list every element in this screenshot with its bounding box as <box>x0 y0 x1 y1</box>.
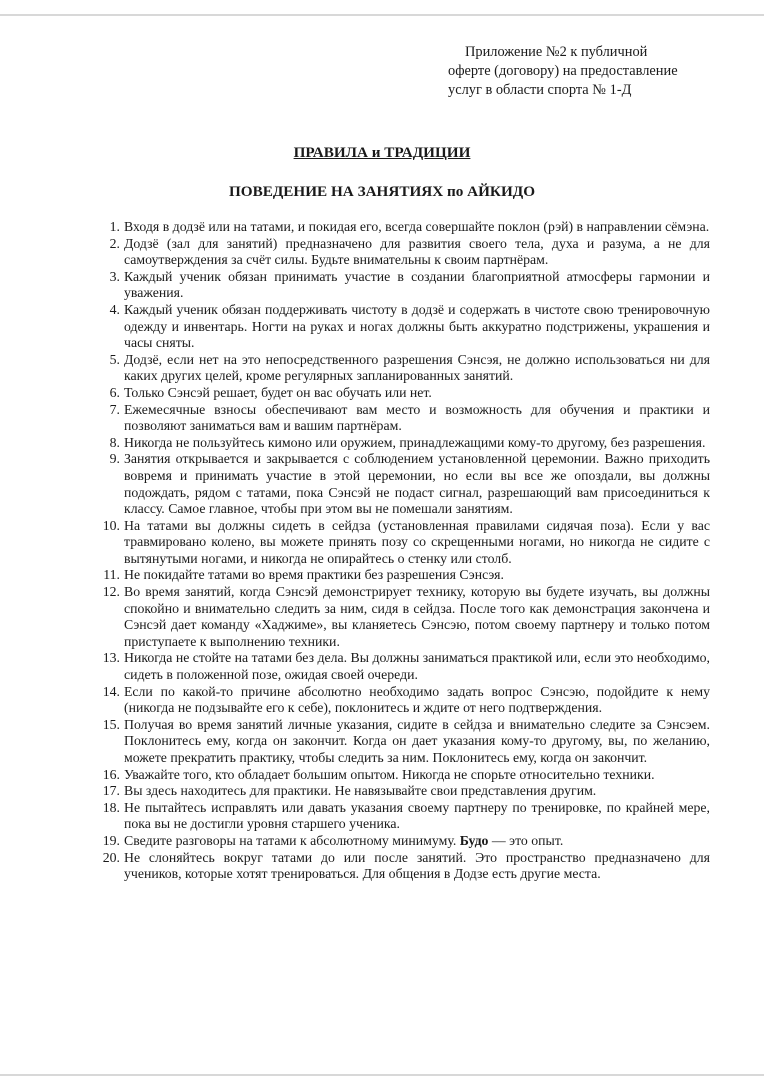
scan-edge-bottom <box>0 1074 764 1076</box>
rule-number: 12. <box>102 584 120 600</box>
document-subtitle: ПОВЕДЕНИЕ НА ЗАНЯТИЯХ по АЙКИДО <box>228 183 536 200</box>
rule-number: 15. <box>102 716 120 732</box>
rule-number: 2. <box>109 235 120 251</box>
rule-number: 19. <box>102 832 120 848</box>
rule-number: 1. <box>109 219 120 234</box>
rule-item <box>109 268 710 302</box>
appendix-note <box>448 43 748 100</box>
rule-number: 13. <box>102 650 120 666</box>
rule-text: Не покидайте татами во время практики без разрешения Сэнсэя. <box>124 567 504 583</box>
rule-text: Только Сэнсэй решает, будет он вас обучать или нет. <box>124 384 432 400</box>
rule-item <box>109 401 710 435</box>
rule-number: 10. <box>102 517 120 533</box>
rule-item <box>102 849 710 883</box>
rule-item <box>102 650 710 683</box>
rule-text: Входя в додзё или на татами, и покидая его, всегда совершайте поклон (рэй) в направлении сёмэна. <box>124 219 710 234</box>
rule-item <box>109 434 710 452</box>
appendix-line-2: оферте (договору) на предоставление <box>448 63 678 79</box>
rule-item <box>103 567 710 584</box>
rule-item <box>109 219 710 236</box>
rule-item <box>102 799 710 833</box>
rule-text: Получая во время занятий личные указания, сидите в сейдза и внимательно следите за Сэнсэем. Поклонитесь ему, когда он закончит. Когда он дает указания кому-то другому, вы, по желанию, можете прекратить практику, чтобы следить за ним. Поклонитесь ему, когда он закончит. <box>124 716 710 765</box>
appendix-line-3: услуг в области спорта № 1-Д <box>448 82 632 98</box>
rule-number: 20. <box>102 849 120 865</box>
rule-number: 16. <box>102 766 120 782</box>
rule-number: 3. <box>109 268 120 284</box>
rule-text: Не пытайтесь исправлять или давать указания своему партнеру по тренировке, по крайней мере, пока вы не достигли уровня старшего ученика. <box>124 799 710 832</box>
rule-number: 17. <box>102 783 120 799</box>
rule-item <box>109 235 710 269</box>
rule-text: Уважайте того, кто обладает большим опытом. Никогда не спорьте относительно техники. <box>124 766 655 782</box>
rule-number: 14. <box>102 683 120 699</box>
rule-number: 18. <box>102 799 120 815</box>
rule-number: 4. <box>109 301 120 317</box>
rule-item <box>109 384 710 402</box>
rule-text: Додзё, если нет на это непосредственного разрешения Сэнсэя, не должно использоваться ни для каких других целей, кроме регулярных запланированных занятий. <box>124 351 710 384</box>
rule-item <box>102 683 710 717</box>
rule-text: Никогда не пользуйтесь кимоно или оружием, принадлежащими кому-то другому, без разрешения. <box>124 434 706 450</box>
rule-text-tail: — это опыт. <box>491 832 564 848</box>
rule-number: 9. <box>109 451 120 467</box>
rule-item <box>109 351 710 385</box>
rules-list <box>102 219 710 883</box>
rule-text: Каждый ученик обязан принимать участие в создании благоприятной атмосферы гармонии и уважения. <box>124 268 710 301</box>
rule-item <box>109 451 710 517</box>
rule-number: 6. <box>109 384 120 400</box>
rule-number: 7. <box>109 401 120 417</box>
rule-bold-term: Будо <box>459 832 489 848</box>
rule-item <box>102 832 710 850</box>
rule-text: Если по какой-то причине абсолютно необходимо задать вопрос Сэнсэю, подойдите к нему (никогда не подзывайте его к себе), поклонитесь и ждите от него подтверждения. <box>124 683 710 716</box>
rule-text: Сведите разговоры на татами к абсолютному минимуму. <box>124 832 457 848</box>
rule-item <box>102 517 710 568</box>
rule-item <box>102 584 710 650</box>
rule-text: Вы здесь находитесь для практики. Не навязывайте свои представления другим. <box>124 783 597 799</box>
rule-item <box>109 301 710 352</box>
rule-item <box>102 766 710 784</box>
rule-text: Додзё (зал для занятий) предназначено для развития своего тела, духа и разума, а не для самоутверждения за счёт силы. Будьте внимательны к своим партнёрам. <box>124 235 710 268</box>
rule-text: Каждый ученик обязан поддерживать чистоту в додзё и содержать в чистоте свою тренировочную одежду и инвентарь. Ногти на руках и ногах должны быть аккуратно подстрижены, украшения и часы сняты. <box>124 301 710 351</box>
rule-text: Ежемесячные взносы обеспечивают вам место и возможность для обучения и практики и позволяют заниматься вам и вашим партнёрам. <box>124 401 710 434</box>
rule-text: Занятия открывается и закрывается с соблюдением установленной церемонии. Важно приходить вовремя и принимать участие в этой церемонии, но если вы все же опоздали, вы должны подождать, рядом с татами, пока Сэнсэй не подаст сигнал, разрешающий вам присоединиться к классу. Самое главное, чтобы при этом вы не помешали занятиям. <box>124 451 710 517</box>
appendix-line-1: Приложение №2 к публичной <box>465 44 648 60</box>
scan-edge-top <box>0 14 764 16</box>
rule-item <box>102 783 710 800</box>
document-title: ПРАВИЛА и ТРАДИЦИИ <box>293 144 471 161</box>
rule-item <box>102 716 710 767</box>
rule-number: 11. <box>103 567 120 583</box>
rule-number: 8. <box>109 434 120 450</box>
rule-number: 5. <box>109 351 120 367</box>
rule-text: Не слоняйтесь вокруг татами до или после занятий. Это пространство предназначено для учеников, которые хотят тренироваться. Для общения в Додзе есть другие места. <box>124 849 710 882</box>
rule-text: На татами вы должны сидеть в сейдза (установленная правилами сидячая поза). Если у вас травмировано колено, вы можете принять позу со скрещенными ногами, но никогда не сидите с вытянутыми ногами, и никогда не опирайтесь о стенку или столб. <box>124 517 710 566</box>
rule-text: Во время занятий, когда Сэнсэй демонстрирует технику, которую вы будете изучать, вы должны спокойно и внимательно следить за ним, сидя в сейдза. После того как демонстрация закончена и Сэнсэй дает команду «Хаджиме», вы кланяетесь Сэнсэю, потом своему партнеру и только потом приступаете к выполнению техники. <box>124 584 710 649</box>
rule-text: Никогда не стойте на татами без дела. Вы должны заниматься практикой или, если это необходимо, сидеть в положенной позе, ожидая своей очереди. <box>124 650 710 683</box>
